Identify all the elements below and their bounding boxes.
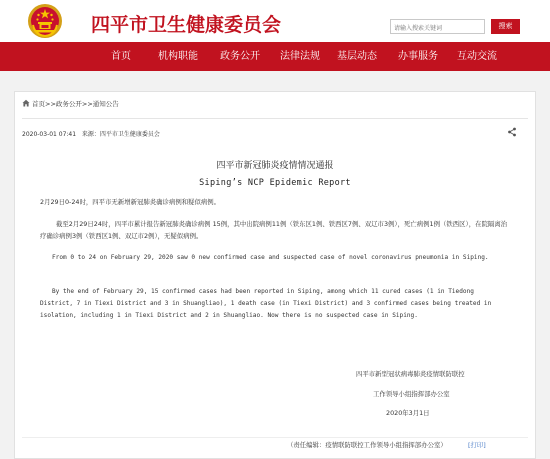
paragraph-english-2: By the end of February 29, 15 confirmed cases had been reported in Siping, among which 11 cured cases (1 in Tiedong District, 7 in Tiexi District and 3 in Shuangliao), 1 death case (in Tiexi District) and 3 confirmed cases being treated in isolation, including 1 in Tiexi District and 2 in Shuangliao. Now there is no suspected case in Siping. [40, 288, 492, 319]
paragraph-2: 截至2月29日24时，四平市累计报告新冠肺炎确诊病例 15例，其中出院病例11例（铁东区1例、铁西区7例、双辽市3例），死亡病例1例（铁西区），在院隔离治疗确诊病例3例（铁西区1例、双辽市2例），无疑似病例。 [40, 220, 508, 240]
nav-item-functions[interactable]: 机构职能 [158, 51, 198, 62]
divider [22, 118, 528, 119]
site-header [0, 0, 550, 42]
responsible-editor: （责任编辑：疫情联防联控工作领导小组指挥部办公室） [287, 441, 447, 449]
divider [22, 437, 528, 438]
national-emblem-icon [27, 3, 63, 39]
search-button[interactable]: 搜索 [491, 19, 520, 34]
article-title-english: Siping’s NCP Epidemic Report [199, 178, 351, 188]
paragraph-1: 2月29日0-24时，四平市无新增新冠肺炎确诊病例和疑似病例。 [40, 198, 221, 206]
nav-item-local-news[interactable]: 基层动态 [337, 51, 377, 62]
article-card [14, 91, 536, 459]
nav-item-home[interactable]: 首页 [111, 51, 131, 62]
paragraph-english-1: From 0 to 24 on February 29, 2020 saw 0 new confirmed case and suspected case of novel coronavirus pneumonia in Siping. [52, 254, 489, 261]
article-source: 来源：四平市卫生健康委员会 [81, 131, 160, 138]
main-nav [0, 42, 550, 71]
article-meta [22, 129, 160, 138]
search-input[interactable] [390, 19, 485, 34]
signature-date: 2020年3月1日 [386, 409, 430, 417]
publish-date: 2020-03-01 07:41 [22, 131, 77, 138]
breadcrumb-text[interactable]: 首页>>政务公开>>通知公告 [32, 100, 119, 108]
nav-item-interaction[interactable]: 互动交流 [457, 51, 497, 62]
nav-item-public-affairs[interactable]: 政务公开 [220, 51, 260, 62]
home-icon [22, 99, 30, 107]
signature-org: 四平市新型冠状病毒肺炎疫情联防联控 [356, 370, 465, 378]
signature-office: 工作领导小组指挥部办公室 [373, 390, 450, 398]
print-link[interactable]: [打印] [468, 441, 486, 449]
nav-item-laws[interactable]: 法律法规 [280, 51, 320, 62]
nav-item-services[interactable]: 办事服务 [398, 51, 438, 62]
article-title: 四平市新冠肺炎疫情情况通报 [216, 161, 334, 171]
share-icon[interactable] [507, 127, 517, 137]
site-title[interactable]: 四平市卫生健康委员会 [91, 14, 282, 36]
